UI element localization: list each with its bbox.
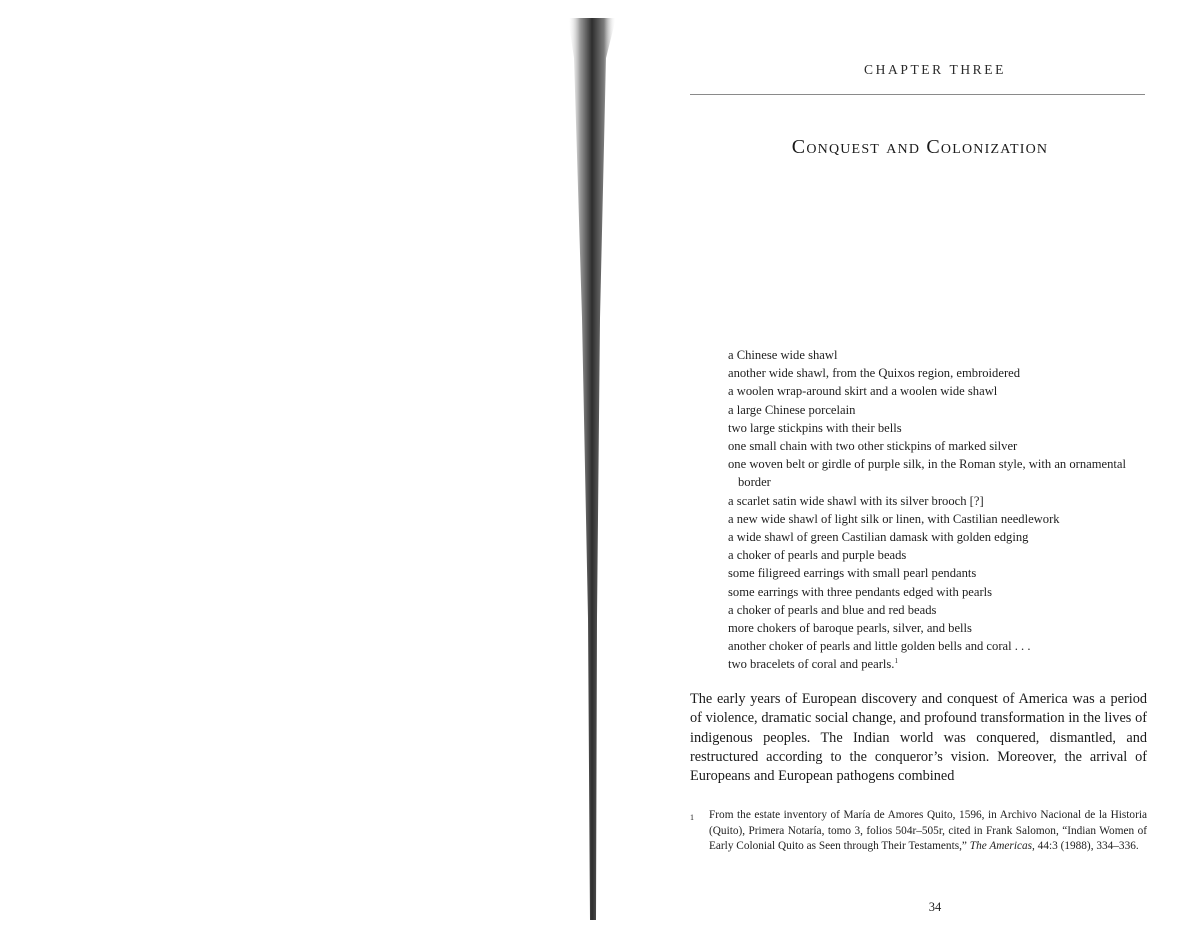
inventory-item: some earrings with three pendants edged with pearls [728,584,993,599]
inventory-item: one woven belt or girdle of purple silk, in the Roman style, with an ornamental border [728,457,1127,490]
inventory-item: a Chinese wide shawl [728,348,838,362]
running-head: CHAPTER THREE [864,62,1006,77]
inventory-item: two large stickpins with their bells [728,420,902,435]
inventory-item: more chokers of baroque pearls, silver, and bells [728,621,972,636]
footnote-text [709,808,1147,855]
right-page [690,0,1150,927]
page-number: 34 [928,900,942,914]
footnote-citation: From the estate inventory of María de Amores Quito, 1596, in Archivo Nacional de la Historia (Quito), Primera Notaría, tomo 3, folios 504r–505r, cited in Frank Salomon, “Indian Women of Early Colonial Quito as Seen through Their Testaments,” [709,809,1147,853]
inventory-item-text: two bracelets of coral and pearls. [728,657,895,672]
inventory-item: a choker of pearls and purple beads [728,548,907,563]
body-paragraph: The early years of European discovery and conquest of America was a period of violence, dramatic social change, and profound transformation in the lives of indigenous peoples. The Indian world was conquered, dismantled, and restructured according to the conqueror’s vision. Moreover, the arrival of Europeans and European pathogens combined [690,691,1147,785]
inventory-item: a wide shawl of green Castilian damask with golden edging [728,530,1029,545]
chapter-title: Conquest and Colonization [791,136,1049,158]
inventory-item: a woolen wrap-around skirt and a woolen wide shawl [728,384,998,399]
footnote-journal: The Americas, [969,840,1035,853]
inventory-item-last [728,655,1128,673]
inventory-item: another choker of pearls and little golden bells and coral . . . [728,639,1031,654]
footnote-mark: 1 [690,813,694,822]
footnote [690,808,1147,855]
inventory-item: a large Chinese porcelain [728,402,856,417]
inventory-item: another wide shawl, from the Quixos region, embroidered [728,366,1021,381]
gutter-shadow-graphic [566,18,626,920]
inventory-item: a choker of pearls and blue and red beads [728,602,937,617]
inventory-list [728,346,1128,674]
footnote-citation-end: 44:3 (1988), 334–336. [1034,840,1139,853]
inventory-item: some filigreed earrings with small pearl pendants [728,566,977,581]
book-gutter-shadow [566,18,626,920]
inventory-item: one small chain with two other stickpins of marked silver [728,439,1018,454]
inventory-item: a new wide shawl of light silk or linen, with Castilian needlework [728,511,1060,526]
footnote-reference: 1 [894,657,898,666]
inventory-item: a scarlet satin wide shawl with its silver brooch [?] [728,493,984,508]
header-rule [690,94,1145,95]
